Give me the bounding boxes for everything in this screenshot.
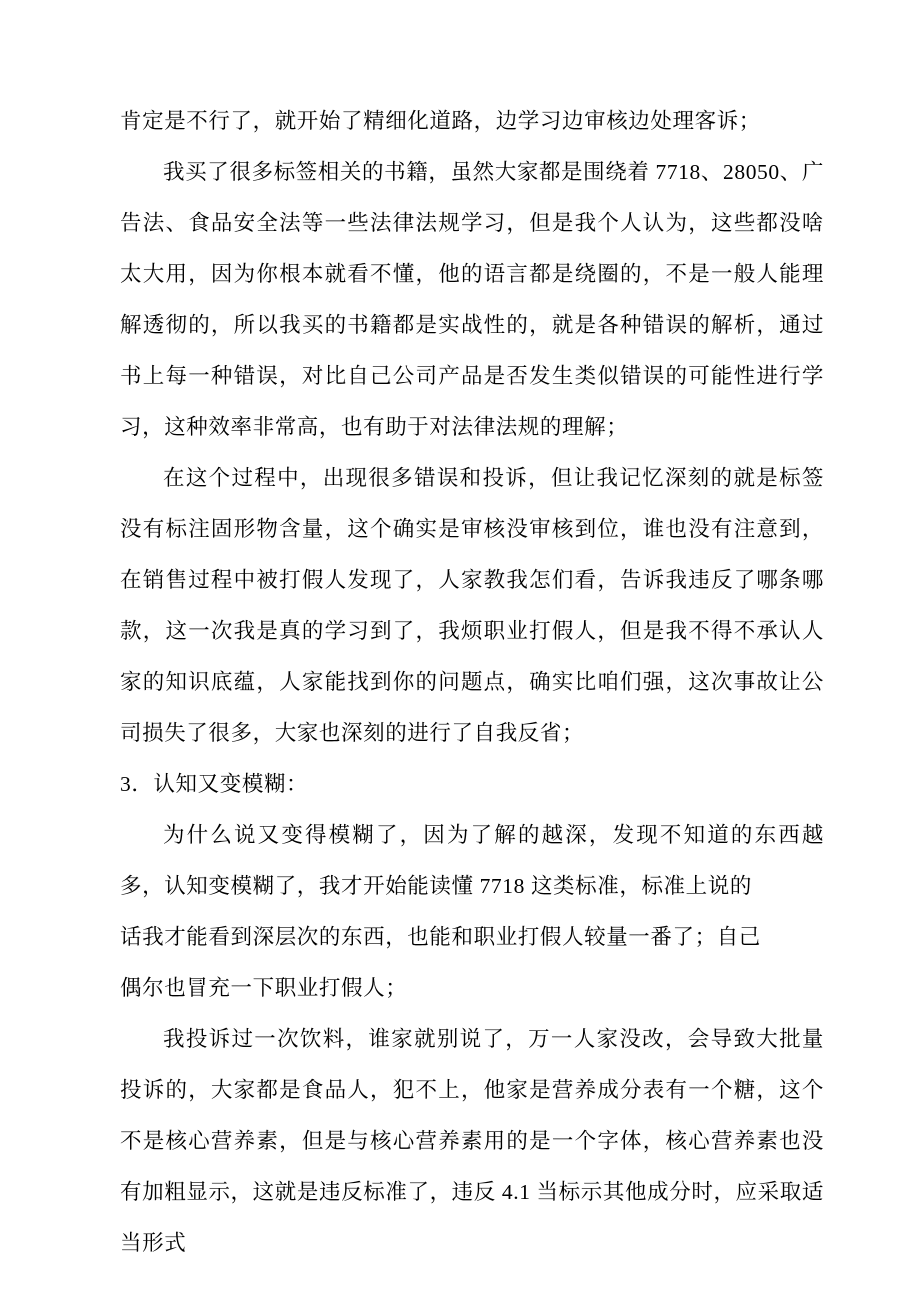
paragraph-5: 为什么说又变得模糊了，因为了解的越深，发现不知道的东西越多，认知变模糊了，我才开始能读懂 7718 这类标准，标准上说的 [120, 823, 824, 898]
paragraph-2: 我买了很多标签相关的书籍，虽然大家都是围绕着 7718、28050、广告法、食品安全法等一些法律法规学习，但是我个人认为，这些都没啥太大用，因为你根本就看不懂，他的语言都是绕圈的，不是一般人能理解透彻的，所以我买的书籍都是实战性的，就是各种错误的解析，通过书上每一种错误，对比自己公司产品是否发生类似错误的可能性进行学习，这种效率非常高，也有助于对法律法规的理解； [120, 160, 824, 439]
paragraph-7: 偶尔也冒充一下职业打假人； [120, 976, 408, 1000]
paragraph-1: 肯定是不行了，就开始了精细化道路，边学习边审核边处理客诉； [120, 109, 761, 133]
section-heading-3: 3．认知又变模糊： [120, 772, 309, 796]
paragraph-3: 在这个过程中，出现很多错误和投诉，但让我记忆深刻的就是标签没有标注固形物含量，这个确实是审核没审核到位，谁也没有注意到，在销售过程中被打假人发现了，人家教我怎们看，告诉我违反了哪条哪款，这一次我是真的学习到了，我烦职业打假人，但是我不得不承认人家的知识底蕴，人家能找到你的问题点，确实比咱们强，这次事故让公司损失了很多，大家也深刻的进行了自我反省； [120, 466, 824, 745]
paragraph-8: 我投诉过一次饮料，谁家就别说了，万一人家没改，会导致大批量投诉的，大家都是食品人，犯不上，他家是营养成分表有一个糖，这个不是核心营养素，但是与核心营养素用的是一个字体，核心营养素也没有加粗显示，这就是违反标准了，违反 4.1 当标示其他成分时，应采取适当形式 [120, 1027, 824, 1255]
paragraph-6: 话我才能看到深层次的东西，也能和职业打假人较量一番了；自己 [120, 925, 761, 949]
document-body [120, 96, 824, 1269]
